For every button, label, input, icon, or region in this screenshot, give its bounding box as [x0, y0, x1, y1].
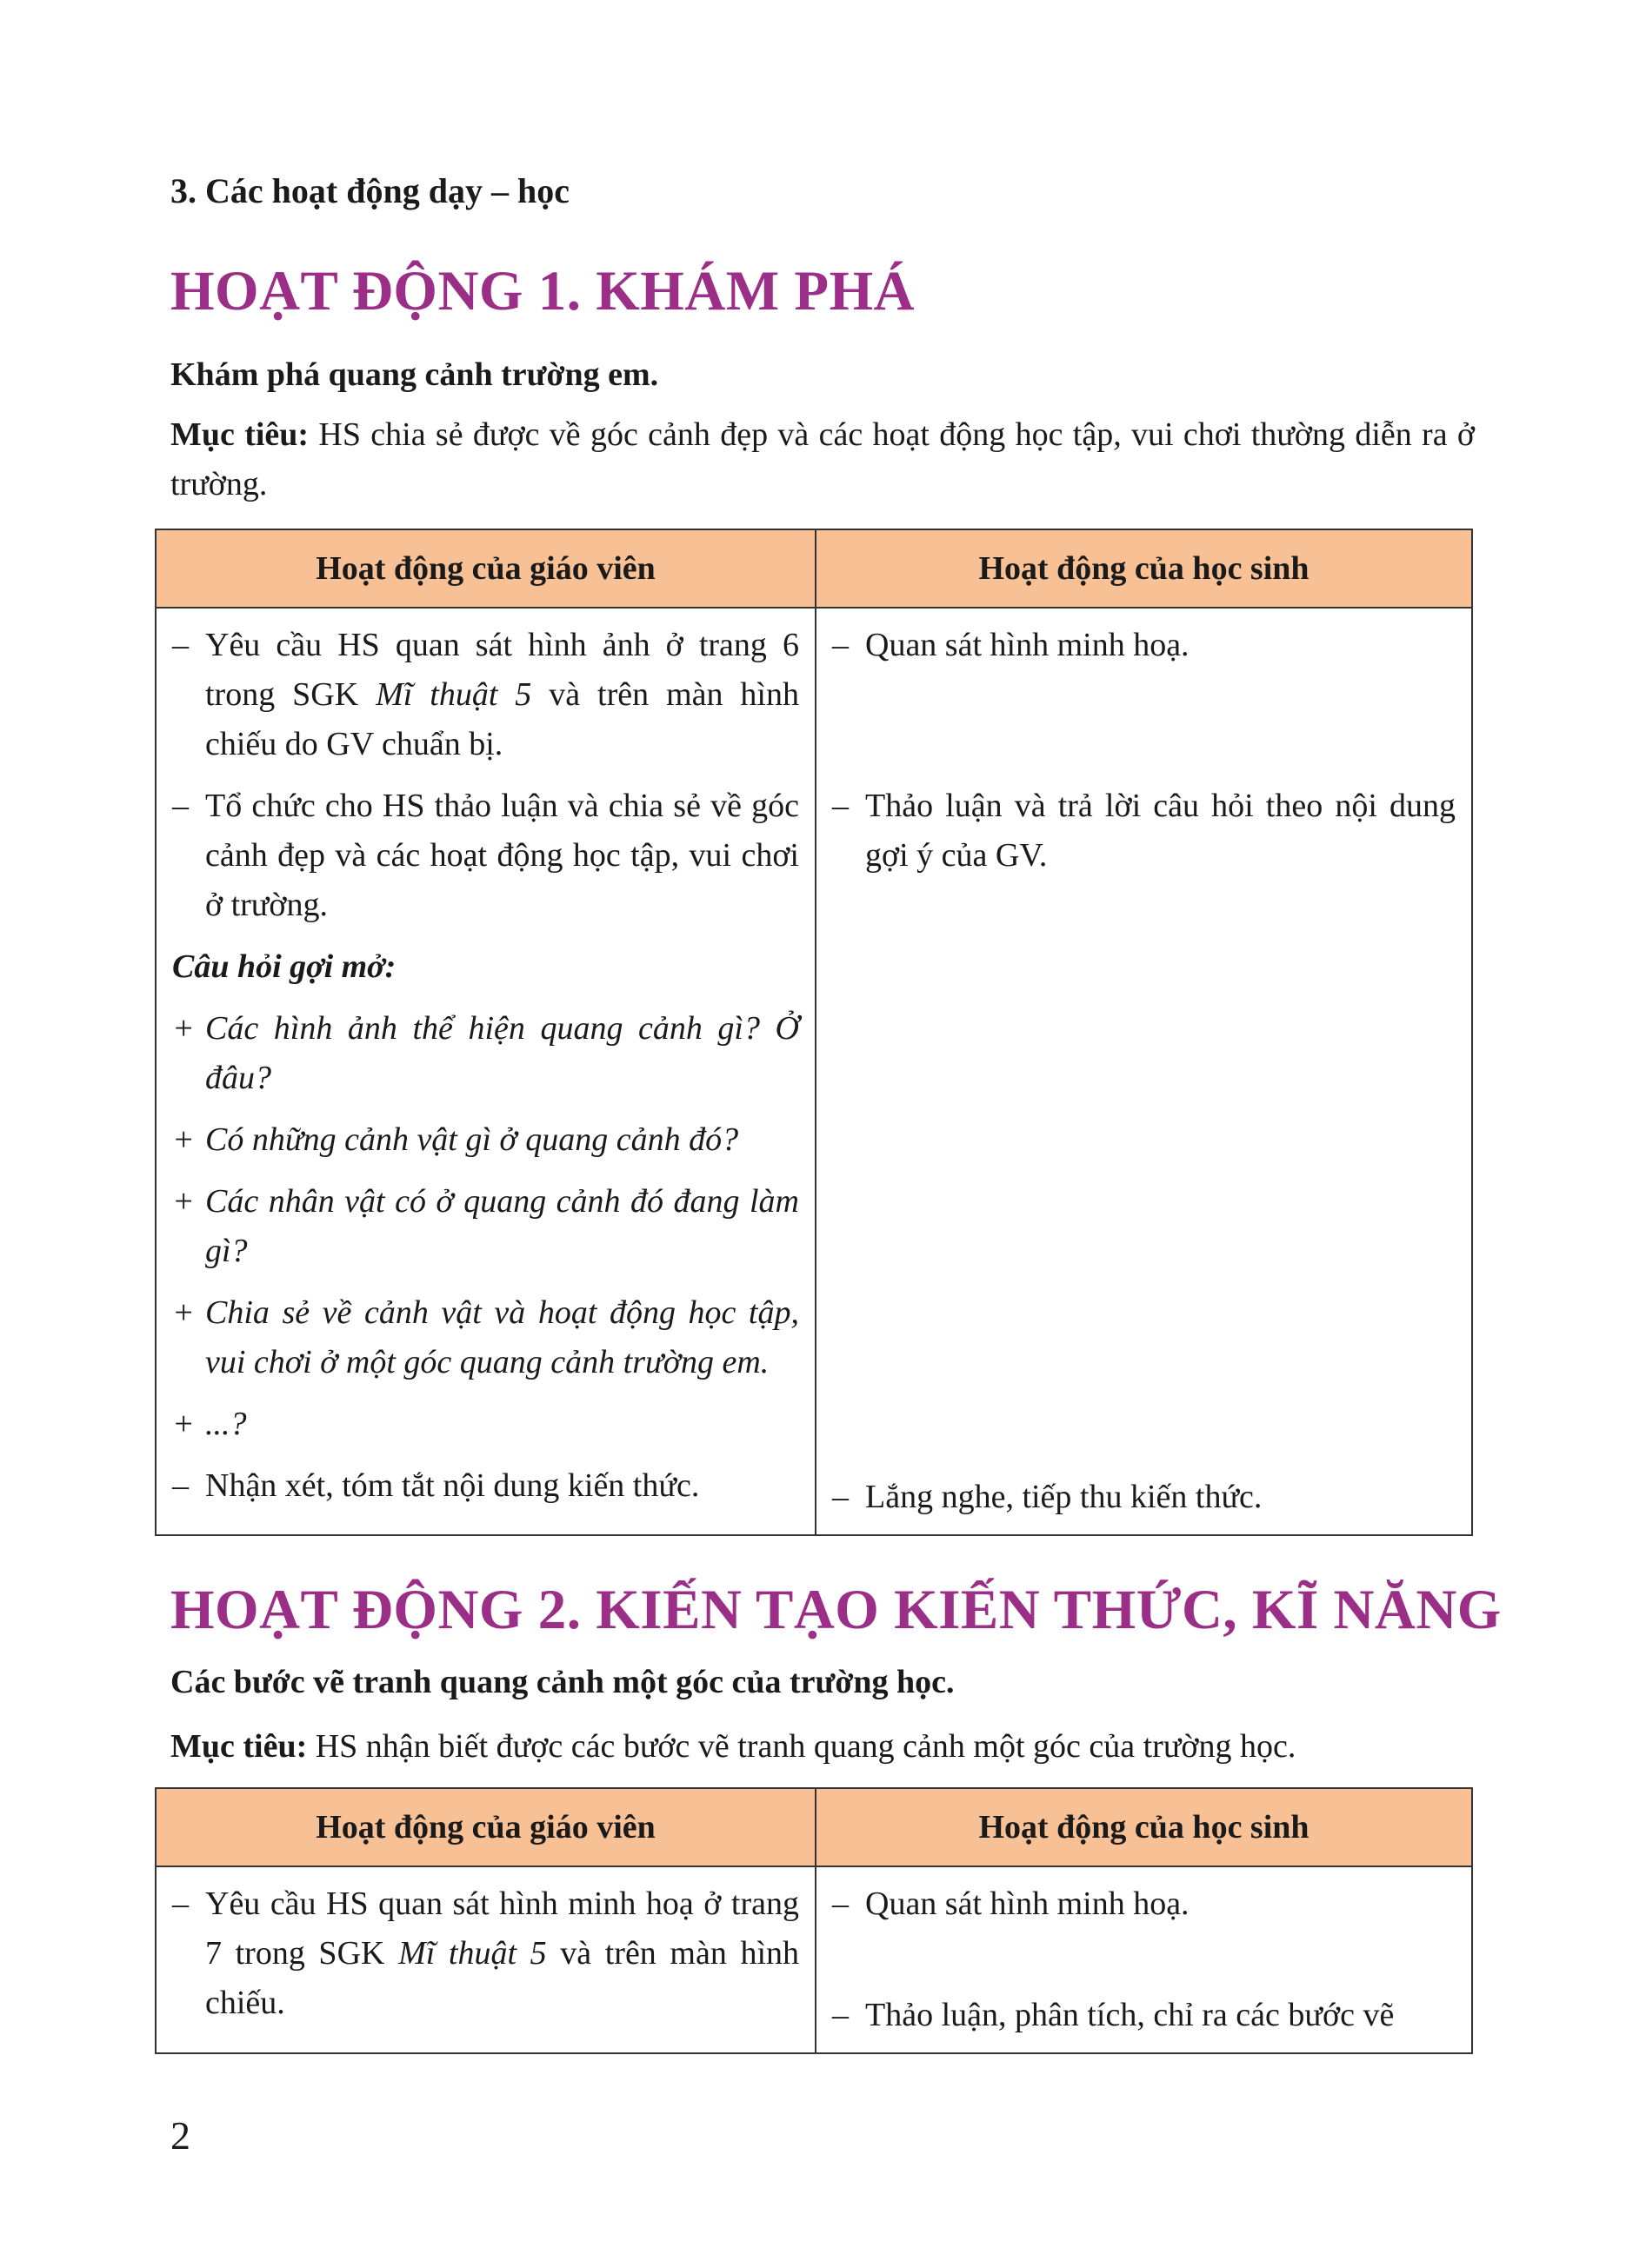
questions-heading: Câu hỏi gợi mở: — [172, 948, 397, 985]
activity1-table — [155, 529, 1473, 1536]
student-item: – Quan sát hình minh hoạ. — [832, 1886, 1190, 1922]
activity2-title: HOẠT ĐỘNG 2. KIẾN TẠO KIẾN THỨC, KĨ NĂNG — [170, 1579, 1502, 1641]
activity1-subheading: Khám phá quang cảnh trường em. — [170, 356, 659, 393]
student-cell — [816, 1866, 1472, 2053]
student-item: – Thảo luận và trả lời câu hỏi theo nội dung gợi ý của GV. — [832, 788, 1456, 874]
student-item: – Quan sát hình minh hoạ. — [832, 627, 1190, 663]
question-item: + Các nhân vật có ở quang cảnh đó đang làm gì? — [172, 1183, 799, 1269]
table-row — [156, 608, 1472, 1535]
question-item: + ...? — [172, 1406, 247, 1442]
activity2-goal — [170, 1722, 1475, 1772]
table-row — [156, 1866, 1472, 2053]
header-student: Hoạt động của học sinh — [816, 529, 1472, 608]
goal-text: HS nhận biết được các bước vẽ tranh quang cảnh một góc của trường học. — [307, 1728, 1296, 1765]
student-item: – Lắng nghe, tiếp thu kiến thức. — [832, 1479, 1263, 1515]
question-item: + Chia sẻ về cảnh vật và hoạt động học tập, vui chơi ở một góc quang cảnh trường em. — [172, 1294, 799, 1380]
teacher-item: – Nhận xét, tóm tắt nội dung kiến thức. — [172, 1467, 700, 1504]
teacher-item: – Yêu cầu HS quan sát hình minh hoạ ở trang 7 trong SGK Mĩ thuật 5 và trên màn hình chiếu. — [172, 1886, 800, 2021]
teacher-cell — [156, 608, 816, 1535]
activity2-table — [155, 1787, 1473, 2054]
header-teacher: Hoạt động của giáo viên — [156, 529, 816, 608]
goal-text: HS chia sẻ được về góc cảnh đẹp và các hoạt động học tập, vui chơi thường diễn ra ở trường. — [170, 416, 1476, 502]
question-item: + Có những cảnh vật gì ở quang cảnh đó? — [172, 1121, 739, 1158]
teacher-cell — [156, 1866, 816, 2053]
goal-label: Mục tiêu: — [170, 1728, 308, 1765]
page-number: 2 — [170, 2113, 190, 2158]
teacher-item: – Yêu cầu HS quan sát hình ảnh ở trang 6 trong SGK Mĩ thuật 5 và trên màn hình chiếu do GV chuẩn bị. — [172, 627, 799, 762]
table-header-row — [156, 529, 1472, 608]
activity1-title: HOẠT ĐỘNG 1. KHÁM PHÁ — [170, 260, 916, 323]
teacher-item: – Tổ chức cho HS thảo luận và chia sẻ về góc cảnh đẹp và các hoạt động học tập, vui chơi ở trường. — [172, 788, 799, 923]
student-item: – Thảo luận, phân tích, chỉ ra các bước vẽ — [832, 1997, 1395, 2033]
goal-label: Mục tiêu: — [170, 416, 310, 453]
section-label: 3. Các hoạt động dạy – học — [170, 171, 570, 210]
student-cell — [816, 608, 1472, 1535]
header-teacher: Hoạt động của giáo viên — [156, 1788, 816, 1866]
header-student: Hoạt động của học sinh — [816, 1788, 1472, 1866]
question-item: + Các hình ảnh thể hiện quang cảnh gì? Ở đâu? — [172, 1010, 799, 1096]
table-header-row — [156, 1788, 1472, 1866]
activity1-goal — [170, 410, 1475, 509]
activity2-subheading: Các bước vẽ tranh quang cảnh một góc của trường học. — [170, 1664, 955, 1700]
